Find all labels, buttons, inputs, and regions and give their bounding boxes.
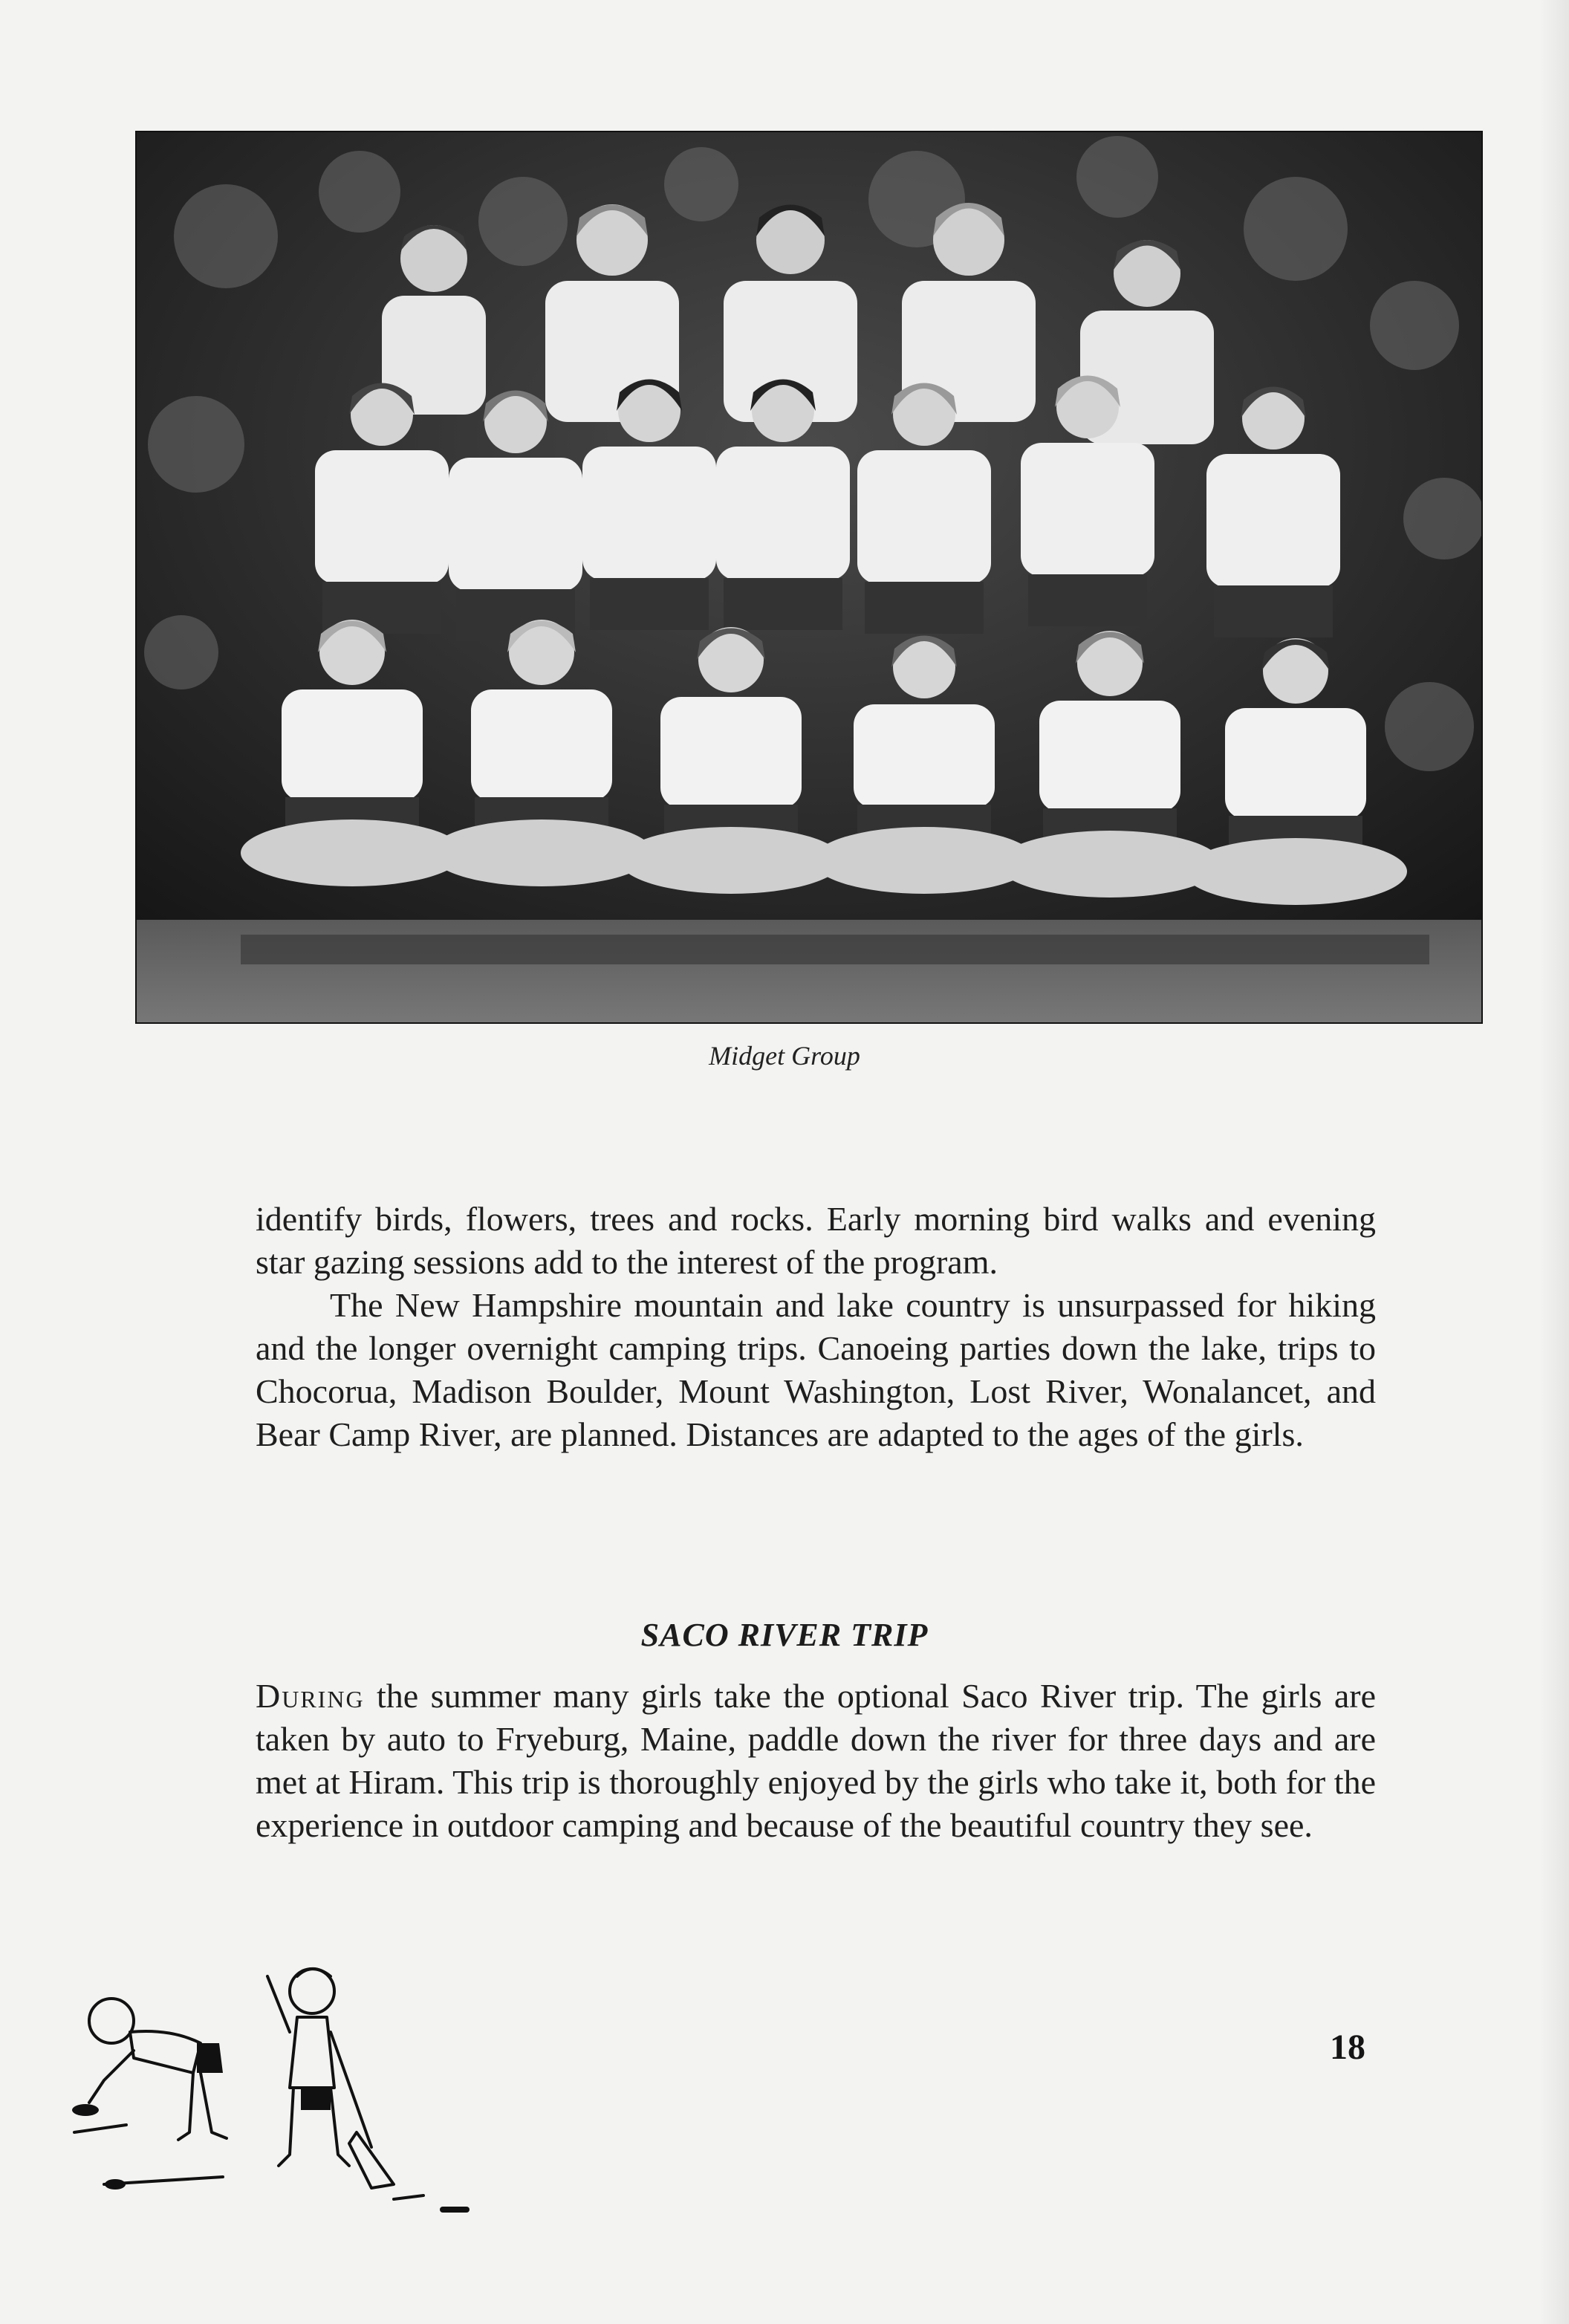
lead-word: During — [256, 1677, 365, 1715]
intro-paragraphs — [256, 1198, 1376, 1456]
section-paragraph — [256, 1675, 1376, 1847]
photo-caption: Midget Group — [709, 1041, 860, 1071]
page-number: 18 — [1330, 2028, 1365, 2067]
section-heading: SACO RIVER TRIP — [640, 1617, 929, 1653]
paragraph-nature: identify birds, flowers, trees and rocks. Early morning bird walks and evening star gazing sessions add to the interest of the program. — [256, 1200, 1376, 1281]
paragraph-hiking: The New Hampshire mountain and lake country is unsurpassed for hiking and the longer overnight camping trips. Canoeing parties down the lake, trips to Chocorua, Madison Boulder, Mount Washington, Lost River, Wonalancet, and Bear Camp River, are planned. Distances are adapted to the ages of the girls. — [256, 1286, 1376, 1453]
decorative-dash — [440, 2207, 470, 2213]
group-photo-image — [137, 132, 1481, 1022]
group-photo — [135, 131, 1483, 1024]
chores-illustration — [45, 1961, 490, 2259]
page-edge-shadow — [1539, 0, 1569, 2324]
section-body: the summer many girls take the optional Saco River trip. The girls are taken by auto to Fryeburg, Maine, paddle down the river for three days and are met at Hiram. This trip is thoroughly enjoyed by the girls who take it, both for the experience in outdoor camping and because of the beautiful country they see. — [256, 1677, 1376, 1844]
